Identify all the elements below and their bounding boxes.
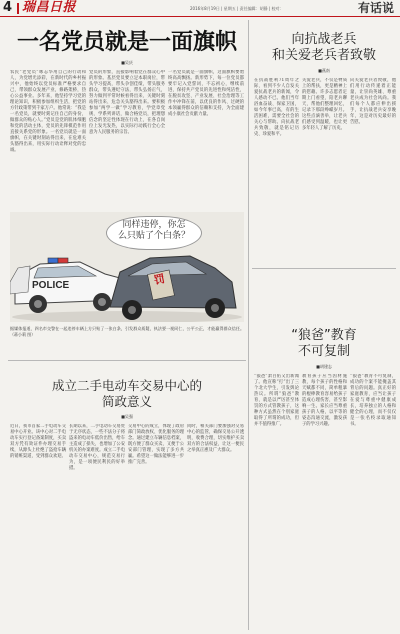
- article-byline-dad: ■胡建志: [316, 364, 332, 369]
- veterans-body-col2: 关爱老兵，不仅是物质上的帮扶，更是精神上的慰藉。许多志愿者定期上门看望，陪老兵聊天，帮他们整理回忆，记录下那段峥嵘岁月。这些点滴善举，让老兵们感受到温暖，也让更多年轻人了解了历史。: [302, 78, 347, 131]
- dad-body-col1: “狼爸”萧百佑又出新闻了。他宣称“打”出了三个北大学生，引发舆论热议。所谓“狼爸”教育，就是以严厉甚至体罚的方式管教孩子，这种方式虽然在个别家庭取得了所谓的成功，但并不值得推广。: [254, 374, 299, 427]
- article-title-veterans-line1: 向抗战老兵: [291, 32, 357, 47]
- header-accent-bar: [17, 3, 19, 14]
- article-title-veterans-line2: 和关爱老兵者致敬: [271, 48, 376, 63]
- article-byline-party-member: ■吴庆: [121, 60, 133, 65]
- cartoon-illustration: [10, 212, 244, 322]
- column-divider: [248, 20, 249, 630]
- article-body-col3: 一名党员就是一面旗帜，这面旗帜要始终高高飘扬。新形势下，每一位党员都要牢记入党誓词，不忘初心，继续前进，保持共产党员的先进性和纯洁性，在脱贫攻坚、产业发展、社会治理等工作中冲锋在前，以优良的作风、过硬的本领赢得群众的信赖和支持，为全面建成小康社会贡献力量。: [168, 70, 244, 117]
- speech-line-1: 同样违停，你怎: [122, 220, 186, 230]
- ticket-label: 罚: [152, 272, 167, 288]
- speech-line-2: 么只贴了个白条？: [117, 231, 190, 241]
- section-divider-left: [8, 360, 246, 361]
- header-divider: [0, 16, 400, 17]
- issue-info: 2016年8月19日 | 星期五 | 责任编辑：胡静 | 校对：: [190, 6, 284, 11]
- article-title-dad-line2: 不可复制: [297, 344, 350, 359]
- section-title: 有话说: [357, 1, 394, 15]
- article-title-ebike-line2: 简政意义: [101, 394, 152, 409]
- article-byline-veterans: ■燕南: [318, 68, 330, 73]
- article-title-ebike-line1: 成立二手电动车交易中心的: [51, 378, 202, 393]
- dad-body-col3: “狼爸”教育不可复制，成功的个案不能掩盖其背后的问题。真正好的家庭教育，应当让孩子在爱与尊重中健康成长，培养独立的人格和健全的心理，而不仅仅是一张名校录取通知书。: [350, 374, 396, 427]
- ebike-body-col1: 近日，我市首家二手电动车交易中心开业。该中心对二手电动车实行登记备案制度，买卖双方凭有效证件办理交易手续，从源头上杜绝了盗抢车辆的销赃渠道，受到群众欢迎。: [10, 424, 66, 459]
- ebike-body-col2: 长期以来，二手电动车交易处于无序状态，一些不法分子将盗来的电动车低价出售，给车主造成了损失，也增加了公安机关的办案难度。成立二手电动车交易中心，规范交易行为，是一项便民利民的好举措。: [69, 424, 125, 471]
- article-body-col1: 农民“老党员”咏志华用自己的行动和人，为党增光添彩，在新时代的乡村振兴中，他始终以党员标准严格要求自己，带领群众发展产业，修路架桥，热心公益事业。多年来，他坚持学习党的理论知识，积极参加组织生活，把党的方针政策带到千家万户。他常说：“我是一名党员，就要时刻记住自己的身份，做群众的贴心人。”党员是党的肌体细胞和党的活动主体，党员的先锋模范作用直接关系党的形象。一名党员就是一面旗帜，在关键时刻站得出来，在危难关头豁得出来，用实际行动诠释对党的忠诚。: [10, 70, 86, 153]
- article-title-dad-line1: “狼爸”教育: [291, 328, 357, 343]
- ebike-body-col3: 交易中心的成立，体现了政府部门简政放权、优化服务的理念。通过建立车辆信息档案，既方便了群众买卖，又便于公安部门管理，实现了多方共赢。希望这一做法能够进一步推广完善。: [128, 424, 184, 465]
- speech-bubble: [106, 216, 202, 250]
- veterans-body-col1: 在抗战胜利71周年之际，看到不少人自发关爱抗战老兵的新闻，令人感动不已。他们当年浴血奋战、保家卫国，如今年事已高，有的生活困难，需要全社会的关心与帮助。向抗战老兵致敬，就是铭记历史、珍爱和平。: [254, 78, 299, 137]
- illustration-caption: 据媒体报道，四名市交警在一起违停车辆上方只贴了一张白条，引发群众质疑，执法要一视同仁，公平公正，才能赢得群众信任。（蒋小莉 图）: [10, 326, 244, 337]
- page-number: 4: [3, 0, 13, 15]
- article-body-col2: 党员的形象，直接影响着党在群众心中的形象。基层党员要立足本职岗位，带头学习提高，带头争创佳绩，带头服务群众，带头遵纪守法，带头弘扬正气，努力做到平常时候看得出来、关键时刻站得出来、危急关头豁得出来。要积极参加“两学一做”学习教育，学党章党规、学系列讲话，做合格党员，把理想信念的坚定性体现在行动上，在各自岗位上发光发热，以实际行动践行全心全意为人民服务的宗旨。: [89, 70, 165, 135]
- police-label: POLICE: [32, 280, 70, 291]
- newspaper-logo: 瑞昌日报: [22, 0, 77, 15]
- article-byline-ebike: ■吴强: [121, 414, 133, 419]
- veterans-body-col3: 向关爱老兵者致敬，他们用行动传递着正能量，让崇尚英雄、尊重老兵成为社会风尚。我们每个人都应伸出援手，让抗战老兵安享晚年，这是对历史最好的告慰。: [350, 78, 396, 125]
- article-title-party-member: 一名党员就是一面旗帜: [16, 30, 237, 55]
- ebike-body-col4: 同时，相关部门要加强对交易中心的监管，确保交易公开透明，收费合理，切实维护买卖双方的合法权益，让这一便民之举真正惠及广大群众。: [187, 424, 244, 453]
- dad-body-col2: 教育孩子应当因材施教，每个孩子的性格和天赋都不同，简单粗暴的棍棒教育容易给孩子造成心理伤害，甚至影响一生。家长应当尊重孩子的人格，以平等的姿态沟通交流，激发孩子的学习兴趣。: [302, 374, 347, 427]
- section-divider-right: [252, 268, 396, 269]
